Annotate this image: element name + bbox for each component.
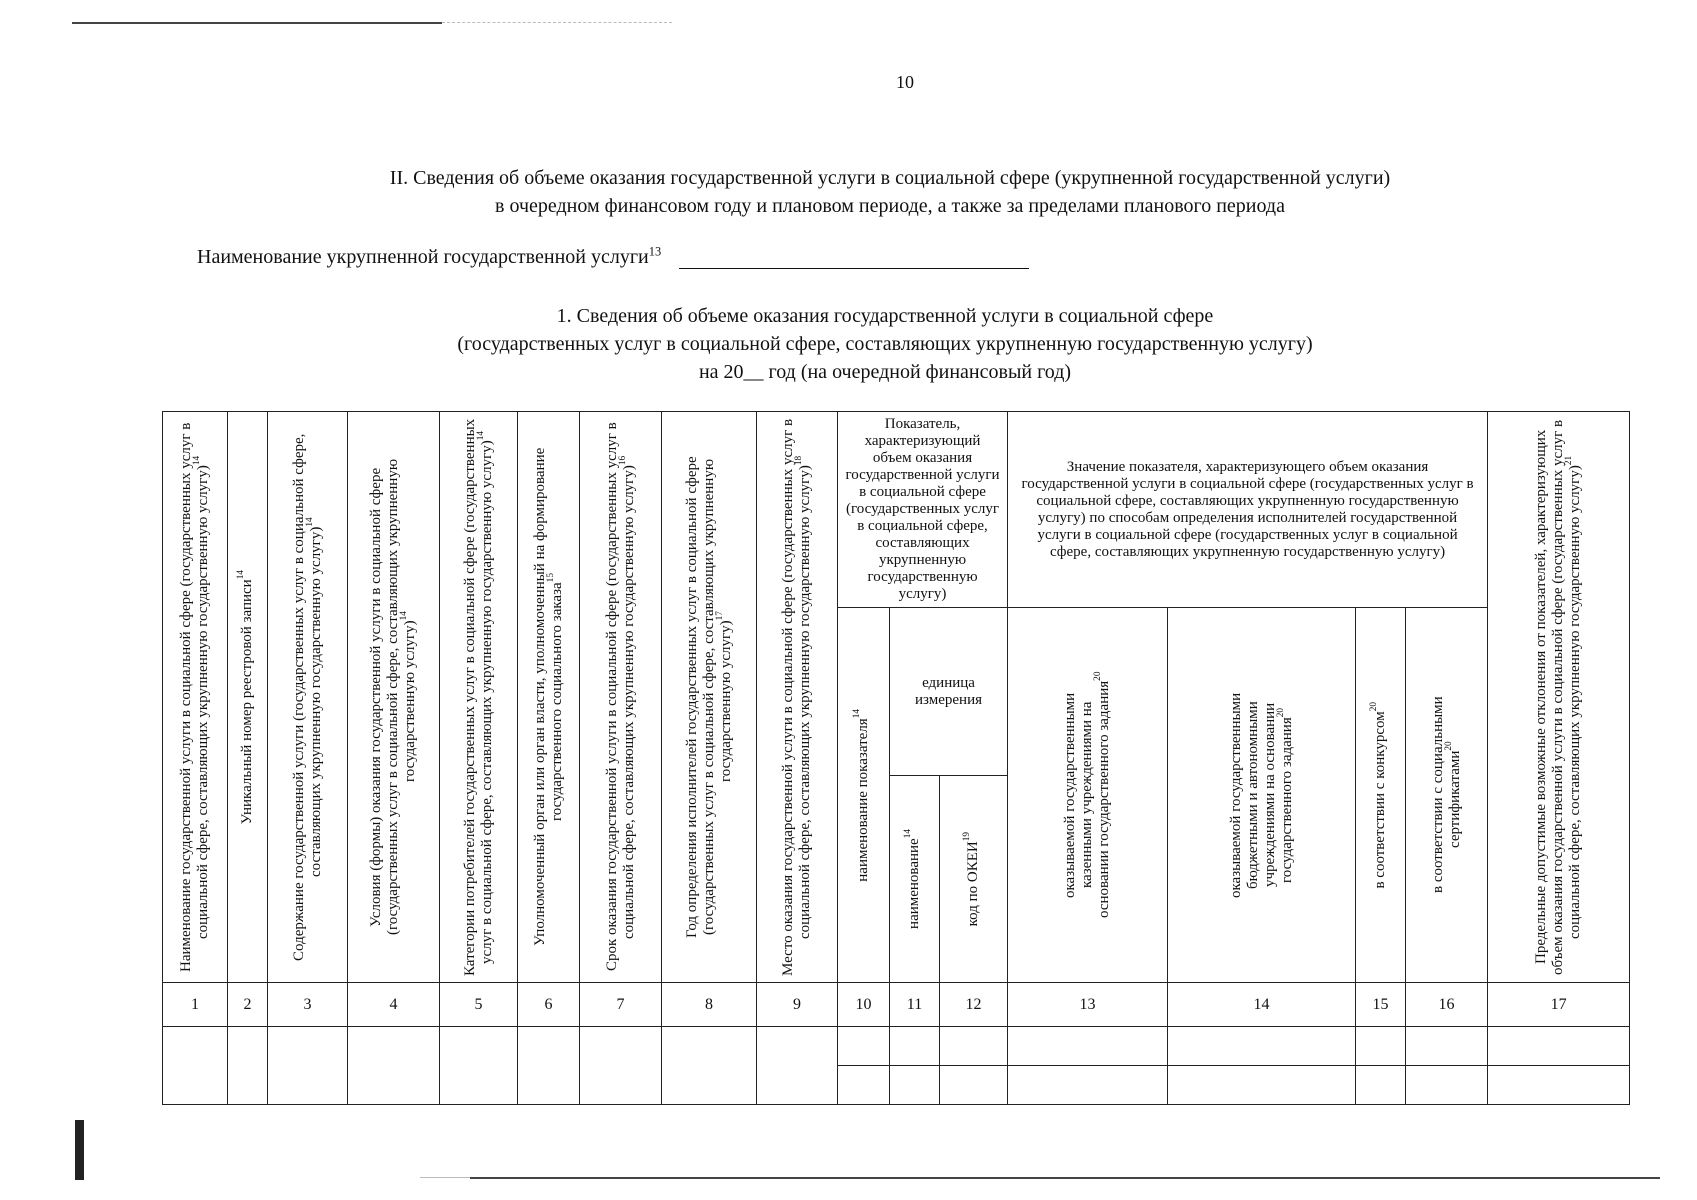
col-header-value-competition: в соответствии с конкурсом$^{20}$ xyxy=(1356,608,1406,983)
subsection-title-line-3: на 20__ год (на очередной финансовый год) xyxy=(698,361,1072,383)
data-cell[interactable] xyxy=(1168,1066,1356,1105)
section-title xyxy=(160,164,1620,220)
subsection-title xyxy=(300,302,1470,386)
column-number: 9 xyxy=(757,983,838,1027)
column-number: 1 xyxy=(163,983,228,1027)
col-header-indicator-group: Показатель, характеризующий объем оказания государственной услуги в социальной сфере (государственных услуг в социальной сфере, составляющих укрупненную государственную услугу) xyxy=(838,412,1008,608)
col-header-authorized-body: Уполномоченный орган или орган власти, уполномоченный на формирование государственного социального заказа$^{15}$ xyxy=(518,412,580,983)
col-header-deviation: Предельные допустимые возможные отклонения от показателей, характеризующих объем оказания государственной услуги в социальной сфере (государственных услуг в социальной сфере, составляющих укрупненную государственную услугу)$^{21}$ xyxy=(1488,412,1630,983)
bottom-rule xyxy=(470,1177,1660,1179)
aggregated-service-fill-line[interactable] xyxy=(679,248,1029,269)
col-header-content: Содержание государственной услуги (государственных услуг в социальной сфере, составляющих укрупненную государственную услугу)$^{14}$ xyxy=(268,412,348,983)
page-number: 10 xyxy=(896,72,914,92)
top-rule-faint xyxy=(442,22,672,23)
column-number: 16 xyxy=(1406,983,1488,1027)
data-cell[interactable] xyxy=(890,1027,940,1066)
data-cell[interactable] xyxy=(1488,1027,1630,1066)
volume-table xyxy=(162,411,1630,1105)
data-cell[interactable] xyxy=(940,1066,1008,1105)
column-number: 4 xyxy=(348,983,440,1027)
data-cell[interactable] xyxy=(268,1027,348,1105)
column-number: 17 xyxy=(1488,983,1630,1027)
col-header-value-state-task-budget: оказываемой государственными бюджетными и автономными учреждениями на основании государственного задания$^{20}$ xyxy=(1168,608,1356,983)
top-rule xyxy=(72,22,442,24)
data-cell[interactable] xyxy=(940,1027,1008,1066)
data-cell[interactable] xyxy=(348,1027,440,1105)
data-cell[interactable] xyxy=(1488,1066,1630,1105)
data-cell[interactable] xyxy=(1168,1027,1356,1066)
col-header-value-state-task-kazennye: оказываемой государственными казенными учреждениями на основании государственного задания$^{20}$ xyxy=(1008,608,1168,983)
data-cell[interactable] xyxy=(1356,1066,1406,1105)
column-number: 6 xyxy=(518,983,580,1027)
col-header-registry-number: Уникальный номер реестровой записи$^{14}$ xyxy=(228,412,268,983)
data-cell[interactable] xyxy=(838,1027,890,1066)
col-header-value-group: Значение показателя, характеризующего объем оказания государственной услуги в социальной сфере (государственных услуг в социальной сфере, составляющих укрупненную государственную услугу) по способам определения исполнителей государственной услуги в социальной сфере (государственных услуг в социальной сфере, составляющих укрупненную государственную услугу) xyxy=(1008,412,1488,608)
column-number: 7 xyxy=(580,983,662,1027)
subsection-title-line-2: (государственных услуг в социальной сфере, составляющих укрупненную государственную услугу) xyxy=(457,333,1313,355)
aggregated-service-label: Наименование укрупненной государственной услуги xyxy=(197,246,649,268)
data-cell[interactable] xyxy=(1008,1027,1168,1066)
column-number: 14 xyxy=(1168,983,1356,1027)
col-header-value-certificates: в соответствии с социальными сертификатами$^{20}$ xyxy=(1406,608,1488,983)
column-number: 10 xyxy=(838,983,890,1027)
data-cell[interactable] xyxy=(1406,1027,1488,1066)
col-header-unit-group: единица измерения xyxy=(890,608,1008,776)
section-title-line-2: в очередном финансовом году и плановом периоде, а также за пределами планового периода xyxy=(495,195,1285,217)
col-header-unit-okei: код по ОКЕИ$^{19}$ xyxy=(940,776,1008,983)
column-number: 3 xyxy=(268,983,348,1027)
col-header-unit-name: наименование$^{14}$ xyxy=(890,776,940,983)
col-header-consumer-categories: Категории потребителей государственных услуг в социальной сфере (государственных услуг в социальной сфере, составляющих укрупненную государственную услугу)$^{14}$ xyxy=(440,412,518,983)
data-cell[interactable] xyxy=(228,1027,268,1105)
column-number-row xyxy=(163,983,1630,1027)
column-number: 13 xyxy=(1008,983,1168,1027)
footnote-mark: 13 xyxy=(648,244,662,259)
data-cell[interactable] xyxy=(890,1066,940,1105)
data-cell[interactable] xyxy=(757,1027,838,1105)
col-header-service-name: Наименование государственной услуги в социальной сфере (государственных услуг в социальной сфере, составляющих укрупненную государственную услугу)$^{14}$ xyxy=(163,412,228,983)
data-cell[interactable] xyxy=(580,1027,662,1105)
data-cell[interactable] xyxy=(1008,1066,1168,1105)
column-number: 12 xyxy=(940,983,1008,1027)
data-cell[interactable] xyxy=(440,1027,518,1105)
table-row xyxy=(163,1027,1630,1066)
col-header-provider-year: Год определения исполнителей государственных услуг в социальной сфере (государственных услуг в социальной сфере, составляющих укрупненную государственную услугу)$^{17}$ xyxy=(662,412,757,983)
column-number: 2 xyxy=(228,983,268,1027)
data-cell[interactable] xyxy=(163,1027,228,1105)
scan-edge-mark xyxy=(75,1120,84,1180)
data-cell[interactable] xyxy=(838,1066,890,1105)
column-number: 11 xyxy=(890,983,940,1027)
col-header-service-term: Срок оказания государственной услуги в социальной сфере (государственных услуг в социальной сфере, составляющих укрупненную государственную услугу)$^{16}$ xyxy=(580,412,662,983)
col-header-indicator-name: наименование показателя$^{14}$ xyxy=(838,608,890,983)
column-number: 5 xyxy=(440,983,518,1027)
aggregated-service-row xyxy=(197,246,1029,269)
column-number: 8 xyxy=(662,983,757,1027)
col-header-service-place: Место оказания государственной услуги в социальной сфере (государственных услуг в социальной сфере, составляющих укрупненную государственную услугу)$^{18}$ xyxy=(757,412,838,983)
section-title-line-1: II. Сведения об объеме оказания государственной услуги в социальной сфере (укрупненной государственной услуги) xyxy=(389,167,1391,189)
data-cell[interactable] xyxy=(518,1027,580,1105)
data-cell[interactable] xyxy=(1406,1066,1488,1105)
column-number: 15 xyxy=(1356,983,1406,1027)
data-cell[interactable] xyxy=(662,1027,757,1105)
subsection-title-line-1: 1. Сведения об объеме оказания государственной услуги в социальной сфере xyxy=(556,305,1214,327)
data-cell[interactable] xyxy=(1356,1027,1406,1066)
col-header-conditions: Условия (формы) оказания государственной услуги в социальной сфере (государственных услуг в социальной сфере, составляющих укрупненную государственную услугу)$^{14}$ xyxy=(348,412,440,983)
